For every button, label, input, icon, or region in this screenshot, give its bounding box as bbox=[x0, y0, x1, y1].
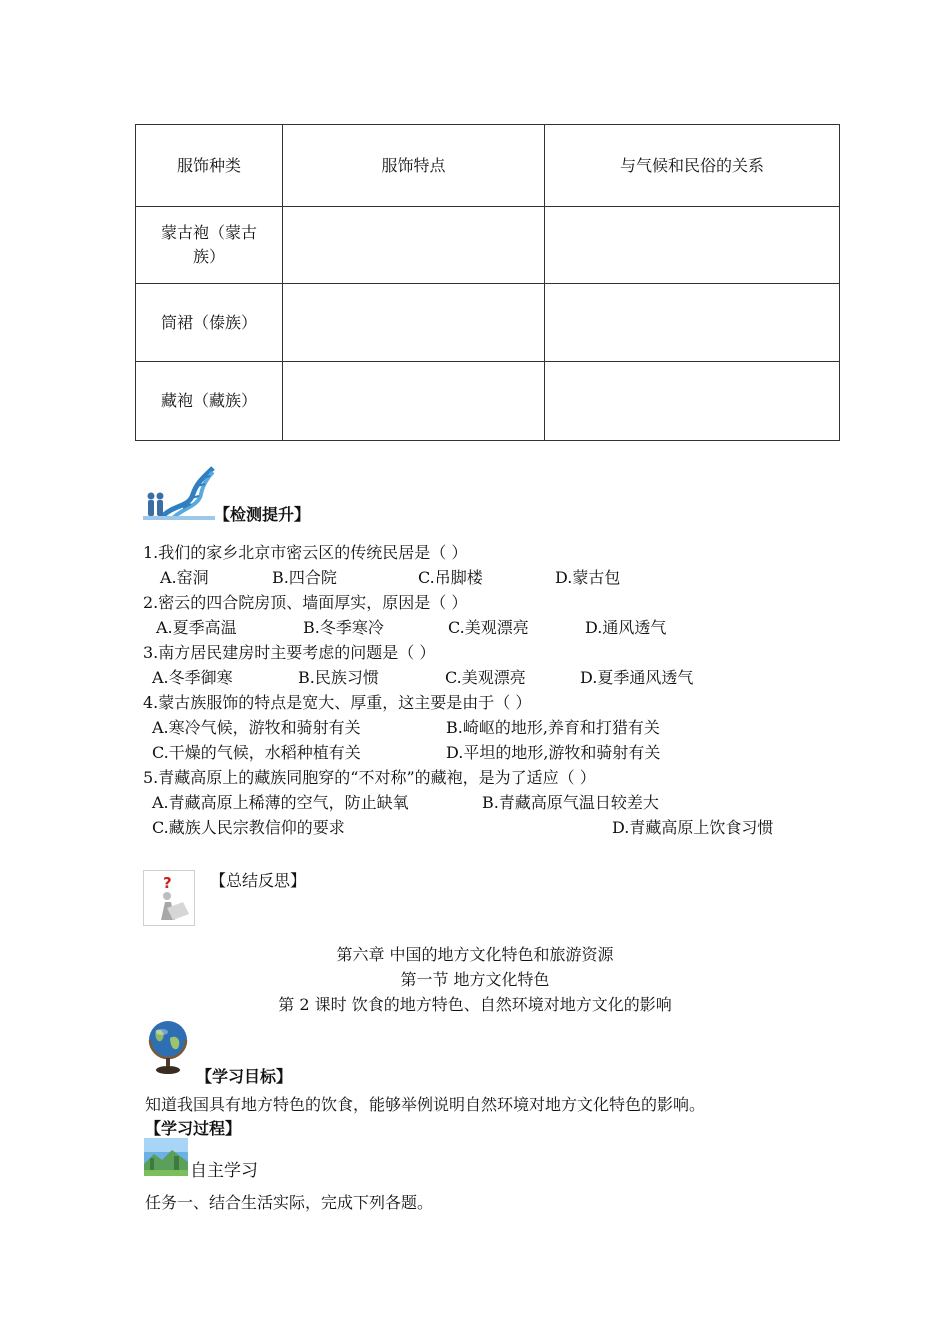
self-study-heading: 自主学习 bbox=[190, 1161, 258, 1181]
dna-icon bbox=[143, 464, 215, 520]
lesson-title: 第 2 课时 饮食的地方特色、自然环境对地方文化的影响 bbox=[278, 995, 672, 1014]
svg-text:?: ? bbox=[163, 874, 172, 892]
table-header: 服饰特点 bbox=[283, 125, 545, 207]
task-text: 任务一、结合生活实际，完成下列各题。 bbox=[145, 1193, 434, 1212]
option: C.藏族人民宗教信仰的要求 bbox=[152, 818, 345, 837]
question-stem: 3.南方居民建房时主要考虑的问题是（ ） bbox=[143, 643, 436, 662]
goals-text: 知道我国具有地方特色的饮食，能够举例说明自然环境对地方文化特色的影响。 bbox=[145, 1095, 706, 1114]
question-stem: 2.密云的四合院房顶、墙面厚实，原因是（ ） bbox=[143, 593, 468, 612]
section-title: 第一节 地方文化特色 bbox=[400, 970, 550, 989]
option: D.平坦的地形,游牧和骑射有关 bbox=[446, 743, 661, 762]
option: C.干燥的气候，水稻种植有关 bbox=[152, 743, 361, 762]
clothing-table bbox=[135, 124, 840, 441]
option: C.吊脚楼 bbox=[418, 568, 483, 587]
globe-icon bbox=[144, 1018, 192, 1076]
option: B.四合院 bbox=[272, 568, 337, 587]
table-cell bbox=[545, 284, 840, 362]
table-cell bbox=[545, 207, 840, 284]
table-header: 服饰种类 bbox=[136, 125, 283, 207]
table-header: 与气候和民俗的关系 bbox=[545, 125, 840, 207]
option: A.窑洞 bbox=[160, 568, 209, 587]
option: B.冬季寒冷 bbox=[303, 618, 384, 637]
table-cell bbox=[283, 362, 545, 441]
option: D.夏季通风透气 bbox=[580, 668, 694, 687]
landscape-icon bbox=[144, 1138, 188, 1176]
question-stem: 1.我们的家乡北京市密云区的传统民居是（ ） bbox=[143, 543, 468, 562]
table-header-row bbox=[136, 125, 840, 207]
option: C.美观漂亮 bbox=[445, 668, 526, 687]
option: D.青藏高原上饮食习惯 bbox=[612, 818, 774, 837]
option: A.冬季御寒 bbox=[152, 668, 233, 687]
option: B.民族习惯 bbox=[298, 668, 379, 687]
table-cell bbox=[283, 207, 545, 284]
table-row bbox=[136, 284, 840, 362]
option: D.通风透气 bbox=[585, 618, 667, 637]
process-heading: 【学习过程】 bbox=[145, 1119, 242, 1138]
table-row bbox=[136, 362, 840, 441]
table-cell: 藏袍（藏族） bbox=[136, 362, 283, 441]
option: A.寒冷气候，游牧和骑射有关 bbox=[152, 718, 361, 737]
question-stem: 4.蒙古族服饰的特点是宽大、厚重，这主要是由于（ ） bbox=[143, 693, 532, 712]
table-cell bbox=[283, 284, 545, 362]
table-row bbox=[136, 207, 840, 284]
table-cell: 蒙古袍（蒙古族） bbox=[136, 207, 283, 284]
summary-heading: 【总结反思】 bbox=[210, 871, 307, 890]
question-figure-icon bbox=[143, 870, 195, 926]
option: B.青藏高原气温日较差大 bbox=[482, 793, 659, 812]
goals-heading: 【学习目标】 bbox=[196, 1067, 293, 1086]
question-stem: 5.青藏高原上的藏族同胞穿的“不对称”的藏袍，是为了适应（ ） bbox=[143, 768, 596, 787]
option: C.美观漂亮 bbox=[448, 618, 529, 637]
option: D.蒙古包 bbox=[555, 568, 621, 587]
option: A.夏季高温 bbox=[156, 618, 237, 637]
table-cell: 筒裙（傣族） bbox=[136, 284, 283, 362]
chapter-title: 第六章 中国的地方文化特色和旅游资源 bbox=[336, 945, 614, 964]
option: B.崎岖的地形,养育和打猎有关 bbox=[446, 718, 660, 737]
check-heading: 【检测提升】 bbox=[214, 505, 311, 524]
table-cell bbox=[545, 362, 840, 441]
option: A.青藏高原上稀薄的空气，防止缺氧 bbox=[152, 793, 409, 812]
